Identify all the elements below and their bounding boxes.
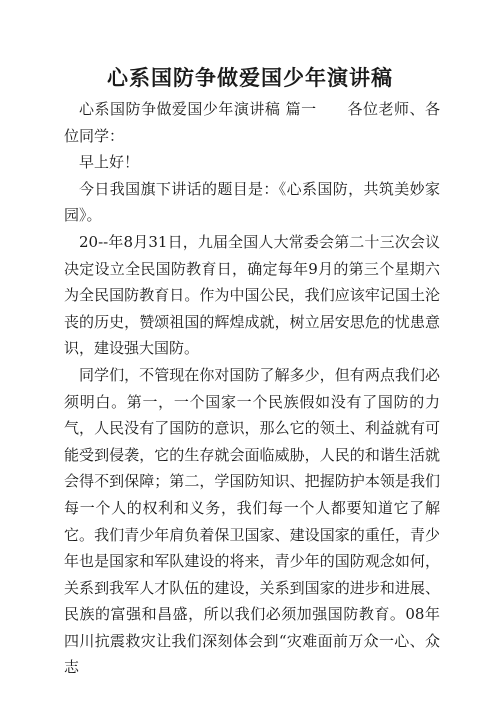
document-title: 心系国防争做爱国少年演讲稿 [107,65,393,90]
document-body [64,96,440,681]
paragraph-greeting: 早上好！ [79,153,140,172]
paragraph-defense-day: 20--年8月31日，九届全国人大常委会第二十三次会议决定设立全民国防教育日，确定每年9月的第三个星期六为全民国防教育日。作为中国公民，我们应该牢记国土沦丧的历史，赞颂祖国的辉煌成就，树立居安思危的忧患意识，建设强大国防。 [64,232,440,358]
paragraph-heading-line: 心系国防争做爱国少年演讲稿 篇一 各位老师、各位同学： [64,100,440,145]
paragraph-students: 同学们，不管现在你对国防了解多少，但有两点我们必须明白。第一，一个国家一个民族假如没有了国防的力气，人民没有了国防的意识，那么它的领土、利益就有可能受到侵袭，它的生存就会面临威胁，人民的和谐生活就会得不到保障；第二，学国防知识、把握防护本领是我们每一个人的权利和义务，我们每一个人都要知道它了解它。我们青少年肩负着保卫国家、建设国家的重任，青少年也是国家和军队建设的将来，青少年的国防观念如何，关系到我军人才队伍的建设，关系到国家的进步和进展、民族的富强和昌盛，所以我们必须加强国防教育。08年四川抗震救灾让我们深刻体会到“灾难面前万众一心、众志 [64,365,440,677]
paragraph-topic: 今日我国旗下讲话的题目是：《心系国防，共筑美妙家园》。 [64,179,440,225]
